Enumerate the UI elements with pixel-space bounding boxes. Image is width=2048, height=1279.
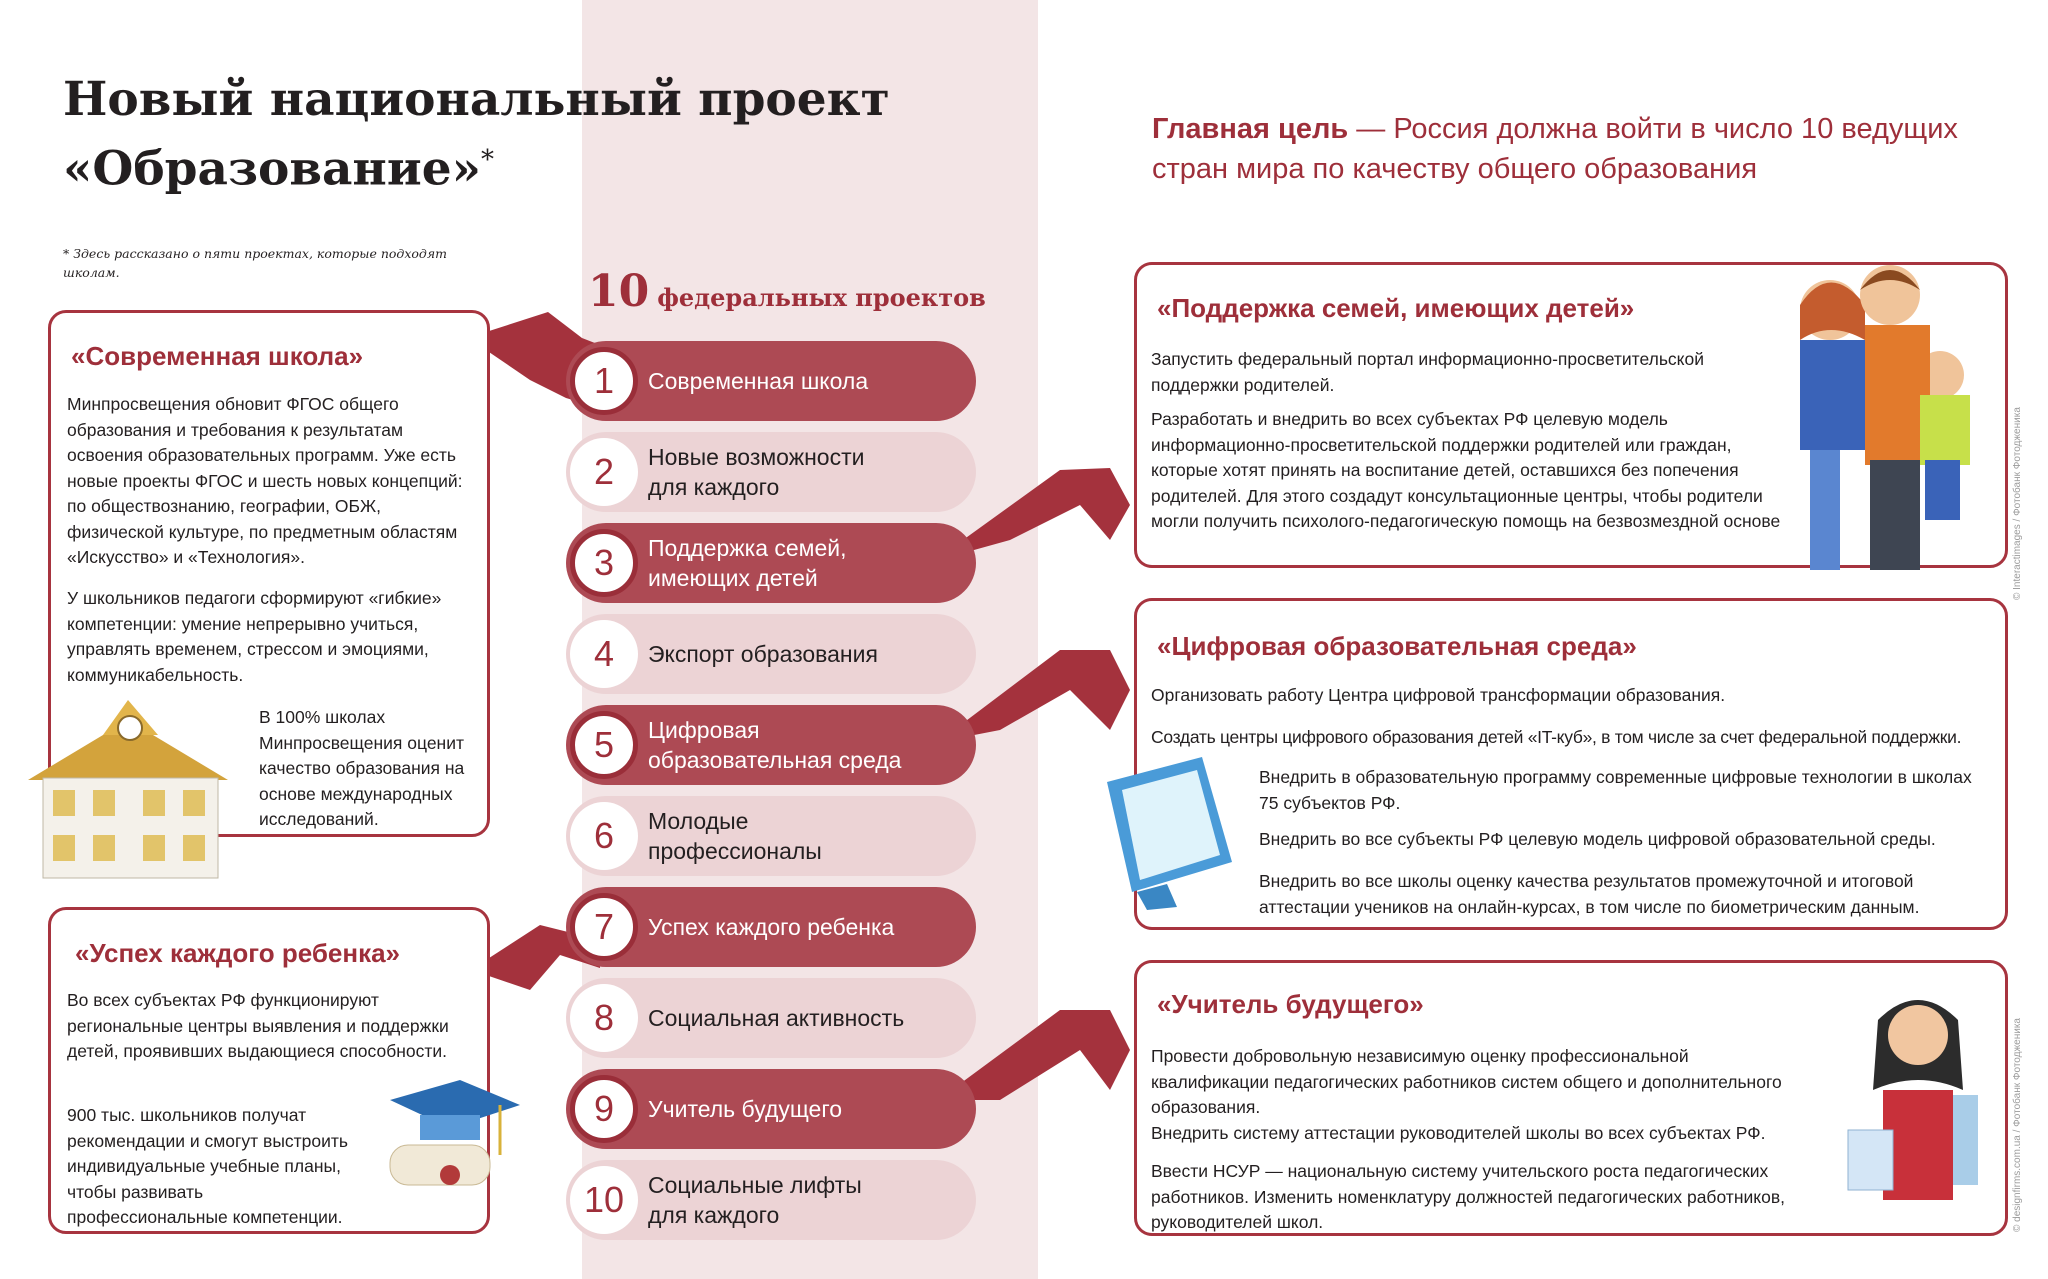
project-pill-5[interactable] bbox=[566, 705, 976, 785]
computer-monitor-icon bbox=[1092, 752, 1242, 912]
digital-paragraph-3: Внедрить в образовательную программу современные цифровые технологии в школах 75 субъектов РФ. bbox=[1259, 767, 1972, 813]
teacher-paragraph-1: Провести добровольную независимую оценку профессиональной квалификации педагогических работников систем общего и дополнительного образования. bbox=[1151, 1046, 1782, 1117]
project-number-8: 8 bbox=[570, 984, 638, 1052]
teacher-title: «Учитель будущего» bbox=[1157, 989, 1424, 1019]
family-illustration bbox=[1770, 250, 2000, 585]
project-number-10: 10 bbox=[570, 1166, 638, 1234]
project-number-7: 7 bbox=[570, 893, 638, 961]
project-pill-1[interactable] bbox=[566, 341, 976, 421]
teacher-paragraph-3: Ввести НСУР — национальную систему учительского роста педагогических работников. Изменить номенклатуру должностей педагогических работников, руководителей школ. bbox=[1151, 1161, 1785, 1232]
school-paragraph-2: У школьников педагоги сформируют «гибкие» компетенции: умение непрерывно учиться, управлять временем, стрессом и эмоциями, коммуникабельность. bbox=[67, 588, 442, 685]
project-number-9: 9 bbox=[570, 1075, 638, 1143]
digital-paragraph-5: Внедрить во все школы оценку качества результатов промежуточной и итоговой аттестации учеников на онлайн-курсах, в том числе по биометрическим данным. bbox=[1259, 871, 1920, 917]
project-number-1: 1 bbox=[570, 347, 638, 415]
project-label-9: Учитель будущего bbox=[648, 1096, 842, 1122]
project-label-6: Молодые профессионалы bbox=[648, 808, 822, 864]
main-goal-lead: Главная цель bbox=[1152, 113, 1349, 145]
federal-projects-label: федеральных проектов bbox=[657, 283, 986, 312]
project-number-4: 4 bbox=[570, 620, 638, 688]
project-label-4: Экспорт образования bbox=[648, 641, 878, 667]
project-label-8: Социальная активность bbox=[648, 1005, 905, 1031]
digital-paragraph-1: Организовать работу Центра цифровой трансформации образования. bbox=[1151, 685, 1726, 705]
project-label-2: Новые возможности для каждого bbox=[648, 444, 865, 500]
success-paragraph-2: 900 тыс. школьников получат рекомендации и смогут выстроить индивидуальные учебные планы, чтобы развивать профессиональные компетенции. bbox=[67, 1105, 349, 1227]
school-paragraph-1: Минпросвещения обновит ФГОС общего образования и требования к результатам освоения образовательных программ. Уже есть новые проекты ФГОС и шесть новых концепций: по обществознанию, географии, ОБЖ, физической культуре, по предметным областям «Искусство» и «Технология». bbox=[67, 394, 463, 567]
project-number-5: 5 bbox=[570, 711, 638, 779]
footnote: * Здесь рассказано о пяти проектах, которые подходят школам. bbox=[63, 246, 447, 280]
project-number-6: 6 bbox=[570, 802, 638, 870]
digital-box bbox=[1134, 598, 2008, 930]
digital-paragraph-2: Создать центры цифрового образования детей «IT-куб», в том числе за счет федеральной поддержки. bbox=[1151, 727, 1962, 747]
federal-projects-count: 10 bbox=[588, 266, 650, 317]
families-paragraph-1: Запустить федеральный портал информационно-просветительской поддержки родителей. bbox=[1151, 349, 1705, 395]
project-pill-9[interactable] bbox=[566, 1069, 976, 1149]
title-line-1: Новый национальный проект bbox=[63, 72, 890, 127]
project-label-7: Успех каждого ребенка bbox=[648, 914, 895, 940]
project-pill-3[interactable] bbox=[566, 523, 976, 603]
project-pill-10[interactable] bbox=[566, 1160, 976, 1240]
photo-credit-1: © Interactimages / Фотобанк Фотодженика bbox=[2012, 407, 2023, 600]
project-pill-2[interactable] bbox=[566, 432, 976, 512]
photo-credit-2: © designfirms.com.ua / Фотобанк Фотодженика bbox=[2012, 1018, 2023, 1232]
project-pill-8[interactable] bbox=[566, 978, 976, 1058]
project-label-3: Поддержка семей, имеющих детей bbox=[648, 535, 847, 591]
school-paragraph-3: В 100% школах Минпросвещения оценит качество образования на основе международных исследований. bbox=[259, 707, 465, 829]
digital-title: «Цифровая образовательная среда» bbox=[1157, 631, 1637, 661]
main-goal-text: — Россия должна войти в число 10 ведущих стран мира по качеству общего образования bbox=[1152, 113, 1958, 185]
project-label-10: Социальные лифты для каждого bbox=[648, 1172, 862, 1228]
project-number-3: 3 bbox=[570, 529, 638, 597]
graduation-cap-diploma-icon bbox=[380, 1060, 530, 1200]
school-title: «Современная школа» bbox=[71, 341, 364, 371]
teacher-illustration bbox=[1838, 980, 1998, 1230]
title-line-2-text: «Образование» bbox=[63, 141, 481, 197]
project-pill-6[interactable] bbox=[566, 796, 976, 876]
project-label-5: Цифровая образовательная среда bbox=[648, 717, 902, 773]
school-building-icon bbox=[18, 690, 238, 890]
project-label-1: Современная школа bbox=[648, 368, 869, 394]
success-title: «Успех каждого ребенка» bbox=[75, 938, 400, 968]
digital-paragraph-4: Внедрить во все субъекты РФ целевую модель цифровой образовательной среды. bbox=[1259, 829, 1936, 849]
project-pill-7[interactable] bbox=[566, 887, 976, 967]
title-asterisk: * bbox=[480, 145, 494, 175]
project-pill-4[interactable] bbox=[566, 614, 976, 694]
families-paragraph-2: Разработать и внедрить во всех субъектах РФ целевую модель информационно-просветительской поддержки родителей или граждан, которые хотят принять на воспитание детей, оставшихся без попечения родителей. Для этого создадут консультационные центры, чтобы родители могли получить психолого-педагогическую помощь на безвозмездной основе bbox=[1151, 409, 1781, 531]
project-number-2: 2 bbox=[570, 438, 638, 506]
success-paragraph-1: Во всех субъектах РФ функционируют региональные центры выявления и поддержки детей, проявивших выдающиеся способности. bbox=[67, 990, 449, 1061]
families-title: «Поддержка семей, имеющих детей» bbox=[1157, 293, 1635, 323]
teacher-paragraph-2: Внедрить систему аттестации руководителей школы во всех субъектах РФ. bbox=[1151, 1123, 1766, 1143]
